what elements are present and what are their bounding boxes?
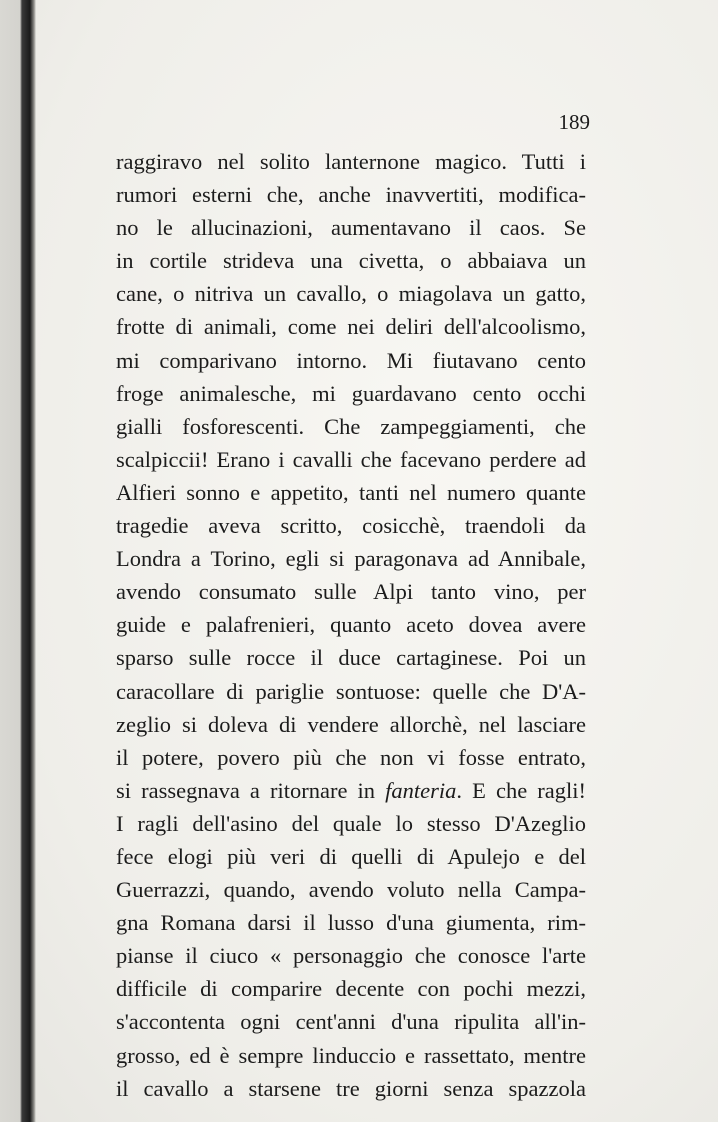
text-line: Guerrazzi, quando, avendo voluto nella Campa-	[116, 877, 586, 903]
text-line: avendo consumato sulle Alpi tanto vino, per	[116, 579, 586, 605]
text-line: cane, o nitriva un cavallo, o miagolava un gatto,	[116, 281, 586, 307]
text-line: scalpiccii! Erano i cavalli che facevano perdere ad	[116, 446, 586, 472]
text-line: zeglio si doleva di vendere allorchè, nel lasciare	[116, 711, 586, 737]
italic-word: fanteria	[385, 777, 457, 803]
text-line: tragedie aveva scritto, cosicchè, traendoli da	[116, 513, 586, 539]
text-line: mi comparivano intorno. Mi fiutavano cento	[116, 347, 586, 373]
text-line: s'accontenta ogni cent'anni d'una ripulita all'in-	[116, 1009, 586, 1035]
text-line: sparso sulle rocce il duce cartaginese. Poi un	[116, 645, 586, 671]
text-segment: si rassegnava a ritornare in	[116, 777, 386, 803]
text-line: gialli fosforescenti. Che zampeggiamenti, che	[116, 413, 586, 439]
text-segment: . E che ragli!	[456, 777, 586, 803]
book-spine-edge	[0, 0, 36, 1122]
text-line: guide e palafrenieri, quanto aceto dovea avere	[116, 612, 586, 638]
text-line: Londra a Torino, egli si paragonava ad Annibale,	[116, 546, 586, 572]
text-line: difficile di comparire decente con pochi mezzi,	[116, 976, 586, 1002]
text-line-italic-mix	[116, 774, 586, 807]
text-line: no le allucinazioni, aumentavano il caos. Se	[116, 215, 586, 241]
text-line: rumori esterni che, anche inavvertiti, modifica-	[116, 182, 586, 208]
text-line: caracollare di pariglie sontuose: quelle che D'A-	[116, 678, 586, 704]
page-number: 189	[558, 110, 590, 134]
text-line: il cavallo a starsene tre giorni senza spazzola	[116, 1075, 586, 1101]
text-line: grosso, ed è sempre linduccio e rassettato, mentre	[116, 1042, 586, 1068]
text-line: raggiravo nel solito lanternone magico. Tutti i	[116, 149, 586, 174]
text-line: froge animalesche, mi guardavano cento occhi	[116, 380, 586, 406]
text-line: I ragli dell'asino del quale lo stesso D'Azeglio	[116, 810, 586, 836]
body-text	[116, 145, 586, 1105]
text-line: frotte di animali, come nei deliri dell'alcoolismo,	[116, 314, 586, 340]
text-line: gna Romana darsi il lusso d'una giumenta, rim-	[116, 910, 586, 936]
text-line: Alfieri sonno e appetito, tanti nel numero quante	[116, 479, 586, 505]
text-line: il potere, povero più che non vi fosse entrato,	[116, 744, 586, 770]
text-line: fece elogi più veri di quelli di Apulejo e del	[116, 843, 586, 869]
text-line: in cortile strideva una civetta, o abbaiava un	[116, 248, 586, 274]
text-line: pianse il ciuco « personaggio che conosce l'arte	[116, 943, 586, 969]
